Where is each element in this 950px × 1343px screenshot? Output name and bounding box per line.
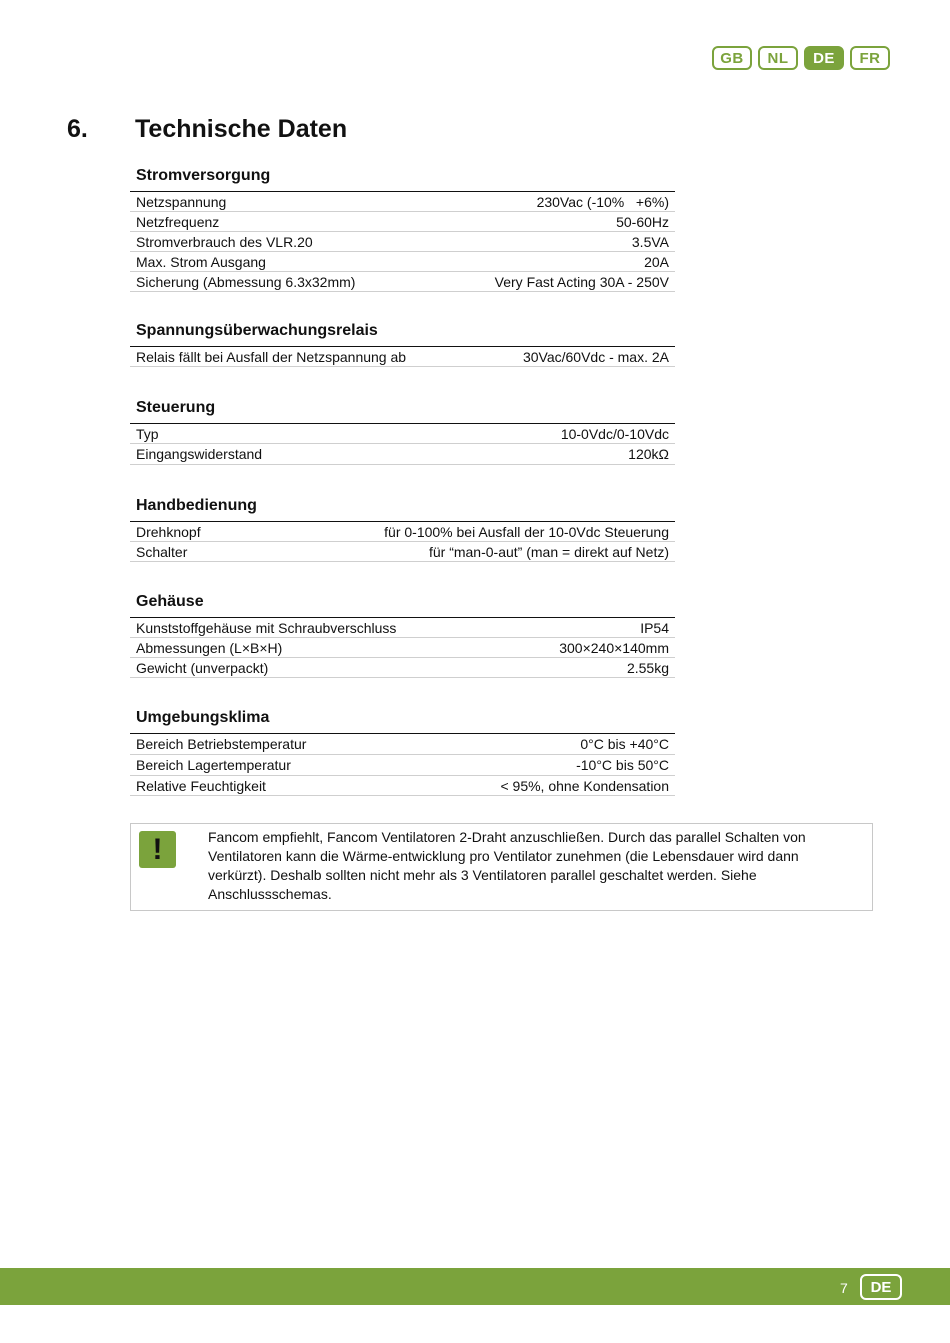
row-label: Relative Feuchtigkeit	[136, 777, 266, 794]
row-label: Bereich Betriebstemperatur	[136, 736, 307, 752]
row-value: 300×240×140mm	[559, 639, 669, 656]
row-label: Eingangswiderstand	[136, 446, 263, 462]
section-stromversorgung	[130, 166, 675, 292]
section-title: Stromversorgung	[136, 167, 271, 184]
chapter-title: Technische Daten	[135, 115, 348, 143]
table-row	[130, 192, 675, 212]
table-row	[130, 424, 675, 444]
row-label: Gewicht (unverpackt)	[136, 659, 269, 676]
spec-table	[130, 521, 675, 562]
table-row	[130, 444, 675, 465]
row-value: IP54	[640, 619, 669, 636]
row-label: Relais fällt bei Ausfall der Netzspannung ab	[136, 348, 407, 365]
table-row	[130, 232, 675, 252]
row-value: 50-60Hz	[616, 213, 669, 230]
row-value: 10-0Vdc/0-10Vdc	[560, 425, 669, 442]
section-title: Spannungsüberwachungsrelais	[136, 322, 378, 339]
row-label: Stromverbrauch des VLR.20	[136, 233, 313, 250]
row-label: Typ	[136, 425, 159, 442]
table-row	[130, 272, 675, 292]
section-spannungsueberwachungsrelais	[130, 321, 675, 367]
lang-tab-de[interactable]: DE	[804, 46, 844, 70]
spec-table	[130, 733, 675, 796]
table-row	[130, 734, 675, 755]
spec-table	[130, 191, 675, 292]
table-row	[130, 212, 675, 232]
table-row	[130, 618, 675, 638]
row-value: 0°C bis +40°C	[580, 736, 669, 752]
footer-language-badge: DE	[860, 1274, 902, 1300]
lang-tab-nl[interactable]: NL	[758, 46, 798, 70]
row-value: 120kΩ	[628, 446, 669, 462]
row-value: Very Fast Acting 30A - 250V	[494, 273, 669, 290]
section-title: Umgebungsklima	[136, 709, 270, 726]
lang-tab-fr[interactable]: FR	[850, 46, 890, 70]
section-title: Steuerung	[136, 399, 216, 416]
row-value: 2.55kg	[626, 659, 669, 676]
row-value: 20A	[644, 253, 669, 270]
table-row	[130, 776, 675, 796]
spec-table	[130, 346, 675, 367]
row-value: für “man-0-aut” (man = direkt auf Netz)	[428, 543, 669, 560]
spec-table	[130, 423, 675, 465]
table-row	[130, 522, 675, 542]
table-row	[130, 347, 675, 367]
row-value: 230Vac (-10% +6%)	[536, 193, 669, 210]
row-label: Sicherung (Abmessung 6.3x32mm)	[136, 273, 356, 290]
lang-tab-gb[interactable]: GB	[712, 46, 752, 70]
row-value: -10°C bis 50°C	[576, 757, 669, 773]
section-gehaeuse	[130, 592, 675, 678]
row-label: Netzspannung	[136, 193, 227, 210]
row-label: Abmessungen (L×B×H)	[136, 639, 283, 656]
row-label: Bereich Lagertemperatur	[136, 757, 291, 773]
chapter-number: 6.	[67, 115, 88, 143]
table-row	[130, 252, 675, 272]
row-value: < 95%, ohne Kondensation	[500, 777, 669, 794]
row-label: Drehknopf	[136, 523, 201, 540]
row-value: für 0-100% bei Ausfall der 10-0Vdc Steuerung	[384, 523, 669, 540]
spec-table	[130, 617, 675, 678]
table-row	[130, 755, 675, 776]
section-umgebungsklima	[130, 708, 675, 796]
row-label: Netzfrequenz	[136, 213, 220, 230]
table-row	[130, 658, 675, 678]
page-number: 7	[840, 1280, 848, 1296]
footer-bar	[0, 1268, 950, 1305]
warning-note	[130, 823, 873, 911]
section-steuerung	[130, 398, 675, 465]
table-row	[130, 638, 675, 658]
row-value: 30Vac/60Vdc - max. 2A	[522, 348, 669, 365]
warning-icon: !	[139, 831, 176, 868]
note-text: Fancom empfiehlt, Fancom Ventilatoren 2-Draht anzuschließen. Durch das parallel Schalten von Ventilatoren kann die Wärme-entwicklung pro Ventilator zunehmen (die Lebensdauer wird dann verkürzt). Deshalb sollten nicht mehr als 3 Ventilatoren parallel geschaltet werden. Siehe Anschlussschemas.	[208, 829, 806, 902]
row-label: Kunststoffgehäuse mit Schraubverschluss	[136, 619, 397, 636]
row-value: 3.5VA	[631, 233, 669, 250]
row-label: Max. Strom Ausgang	[136, 253, 266, 270]
table-row	[130, 542, 675, 562]
row-label: Schalter	[136, 543, 188, 560]
chapter-heading	[67, 115, 347, 144]
section-title: Gehäuse	[136, 593, 204, 610]
section-handbedienung	[130, 496, 675, 562]
section-title: Handbedienung	[136, 497, 257, 514]
language-tabs	[712, 46, 890, 70]
